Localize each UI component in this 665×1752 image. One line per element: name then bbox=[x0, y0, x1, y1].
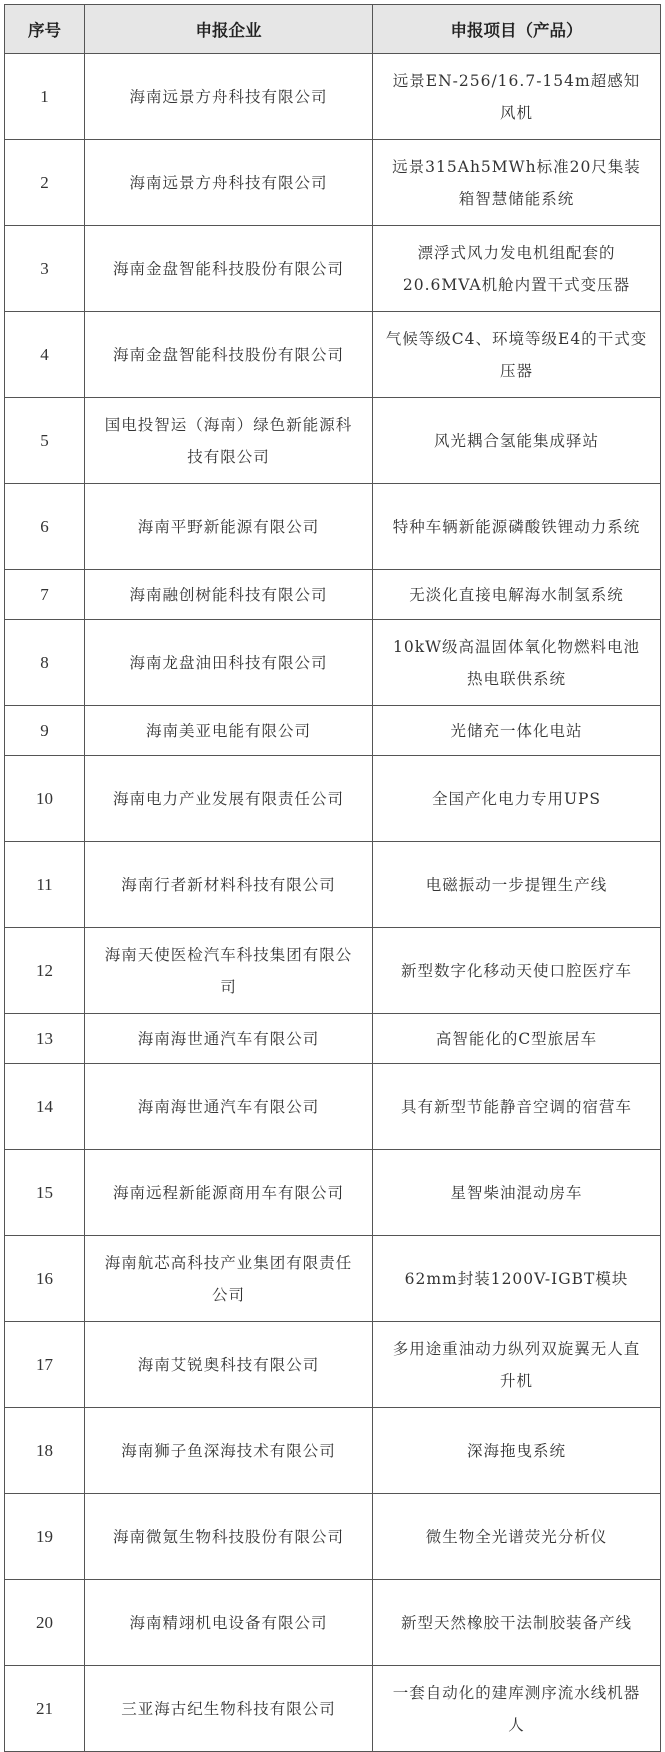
product-text: 新型天然橡胶干法制胶装备产线 bbox=[400, 1613, 632, 1632]
product-cell bbox=[373, 928, 661, 1014]
product-cell bbox=[373, 140, 661, 226]
enterprise-text: 国电投智运（海南）绿色新能源科技有限公司 bbox=[104, 415, 353, 466]
serial-number-cell: 2 bbox=[5, 140, 85, 226]
enterprise-cell bbox=[85, 54, 373, 140]
product-text: 具有新型节能静音空调的宿营车 bbox=[400, 1097, 632, 1116]
table-row bbox=[5, 1064, 661, 1150]
header-row bbox=[5, 5, 661, 54]
enterprise-text: 海南艾锐奥科技有限公司 bbox=[137, 1355, 320, 1374]
serial-number-cell: 14 bbox=[5, 1064, 85, 1150]
product-cell bbox=[373, 1494, 661, 1580]
product-text: 风光耦合氢能集成驿站 bbox=[433, 431, 599, 450]
serial-number-cell: 8 bbox=[5, 620, 85, 706]
product-text: 无淡化直接电解海水制氢系统 bbox=[409, 585, 624, 604]
serial-number-cell: 4 bbox=[5, 312, 85, 398]
enterprise-text: 海南微氪生物科技股份有限公司 bbox=[112, 1527, 344, 1546]
enterprise-text: 海南航芯高科技产业集团有限责任公司 bbox=[104, 1253, 353, 1304]
enterprise-cell bbox=[85, 1014, 373, 1064]
product-text: 高智能化的C型旅居车 bbox=[435, 1029, 598, 1048]
product-text: 一套自动化的建库测序流水线机器人 bbox=[392, 1683, 641, 1734]
serial-number-cell: 10 bbox=[5, 756, 85, 842]
serial-number-cell: 3 bbox=[5, 226, 85, 312]
table-row bbox=[5, 54, 661, 140]
product-text: 62mm封装1200V-IGBT模块 bbox=[404, 1269, 629, 1288]
serial-number-cell: 9 bbox=[5, 706, 85, 756]
table-row bbox=[5, 1322, 661, 1408]
enterprise-cell bbox=[85, 620, 373, 706]
table-row bbox=[5, 1408, 661, 1494]
product-cell bbox=[373, 1666, 661, 1752]
enterprise-text: 海南金盘智能科技股份有限公司 bbox=[112, 345, 344, 364]
serial-number-cell: 20 bbox=[5, 1580, 85, 1666]
table-row bbox=[5, 570, 661, 620]
enterprise-cell bbox=[85, 1322, 373, 1408]
serial-number-cell: 13 bbox=[5, 1014, 85, 1064]
table-row bbox=[5, 484, 661, 570]
product-cell bbox=[373, 398, 661, 484]
header-product: 申报项目（产品） bbox=[373, 5, 661, 54]
serial-number-cell: 7 bbox=[5, 570, 85, 620]
product-text: 多用途重油动力纵列双旋翼无人直升机 bbox=[392, 1339, 641, 1390]
product-cell bbox=[373, 54, 661, 140]
table-row bbox=[5, 756, 661, 842]
enterprise-cell bbox=[85, 1236, 373, 1322]
header-serial-number: 序号 bbox=[5, 5, 85, 54]
table-row bbox=[5, 1014, 661, 1064]
table-body bbox=[5, 54, 661, 1752]
product-text: 深海拖曳系统 bbox=[466, 1441, 566, 1460]
product-cell bbox=[373, 620, 661, 706]
enterprise-text: 海南美亚电能有限公司 bbox=[145, 721, 311, 740]
product-text: 微生物全光谱荧光分析仪 bbox=[425, 1527, 608, 1546]
enterprise-text: 海南海世通汽车有限公司 bbox=[137, 1097, 320, 1116]
enterprise-cell bbox=[85, 842, 373, 928]
enterprise-text: 海南平野新能源有限公司 bbox=[137, 517, 320, 536]
table-row bbox=[5, 226, 661, 312]
product-text: 光储充一体化电站 bbox=[450, 721, 583, 740]
product-cell bbox=[373, 570, 661, 620]
enterprise-cell bbox=[85, 398, 373, 484]
product-cell bbox=[373, 312, 661, 398]
product-cell bbox=[373, 1322, 661, 1408]
product-cell bbox=[373, 842, 661, 928]
enterprise-text: 海南海世通汽车有限公司 bbox=[137, 1029, 320, 1048]
enterprise-text: 海南远程新能源商用车有限公司 bbox=[112, 1183, 344, 1202]
header-enterprise: 申报企业 bbox=[85, 5, 373, 54]
table-row bbox=[5, 1150, 661, 1236]
table-row bbox=[5, 1494, 661, 1580]
enterprise-cell bbox=[85, 706, 373, 756]
enterprise-cell bbox=[85, 140, 373, 226]
product-text: 新型数字化移动天使口腔医疗车 bbox=[400, 961, 632, 980]
enterprise-cell bbox=[85, 570, 373, 620]
serial-number-cell: 11 bbox=[5, 842, 85, 928]
application-list-table bbox=[4, 4, 661, 1752]
serial-number-cell: 12 bbox=[5, 928, 85, 1014]
enterprise-cell bbox=[85, 226, 373, 312]
product-cell bbox=[373, 1236, 661, 1322]
serial-number-cell: 21 bbox=[5, 1666, 85, 1752]
serial-number-cell: 1 bbox=[5, 54, 85, 140]
product-cell bbox=[373, 1150, 661, 1236]
table-row bbox=[5, 1580, 661, 1666]
product-text: 气候等级C4、环境等级E4的干式变压器 bbox=[385, 329, 648, 380]
product-text: 远景315Ah5MWh标准20尺集装箱智慧储能系统 bbox=[392, 157, 641, 208]
serial-number-cell: 16 bbox=[5, 1236, 85, 1322]
enterprise-cell bbox=[85, 312, 373, 398]
enterprise-text: 海南狮子鱼深海技术有限公司 bbox=[121, 1441, 336, 1460]
product-text: 电磁振动一步提锂生产线 bbox=[425, 875, 608, 894]
product-text: 星智柴油混动房车 bbox=[450, 1183, 583, 1202]
enterprise-text: 海南天使医检汽车科技集团有限公司 bbox=[104, 945, 353, 996]
table-row bbox=[5, 140, 661, 226]
product-text: 特种车辆新能源磷酸铁锂动力系统 bbox=[392, 517, 641, 536]
enterprise-cell bbox=[85, 1150, 373, 1236]
product-text: 10kW级高温固体氧化物燃料电池热电联供系统 bbox=[392, 637, 641, 688]
enterprise-cell bbox=[85, 1064, 373, 1150]
enterprise-text: 海南龙盘油田科技有限公司 bbox=[129, 653, 328, 672]
table-header bbox=[5, 5, 661, 54]
serial-number-cell: 15 bbox=[5, 1150, 85, 1236]
product-cell bbox=[373, 226, 661, 312]
enterprise-text: 海南融创树能科技有限公司 bbox=[129, 585, 328, 604]
product-text: 远景EN-256/16.7-154m超感知风机 bbox=[392, 71, 641, 122]
product-text: 漂浮式风力发电机组配套的20.6MVA机舱内置干式变压器 bbox=[402, 243, 631, 294]
enterprise-text: 海南行者新材料科技有限公司 bbox=[121, 875, 336, 894]
table-row bbox=[5, 398, 661, 484]
serial-number-cell: 18 bbox=[5, 1408, 85, 1494]
product-cell bbox=[373, 706, 661, 756]
enterprise-text: 三亚海古纪生物科技有限公司 bbox=[121, 1699, 336, 1718]
table-row bbox=[5, 312, 661, 398]
enterprise-text: 海南电力产业发展有限责任公司 bbox=[112, 789, 344, 808]
table-row bbox=[5, 928, 661, 1014]
serial-number-cell: 17 bbox=[5, 1322, 85, 1408]
table-row bbox=[5, 706, 661, 756]
enterprise-text: 海南金盘智能科技股份有限公司 bbox=[112, 259, 344, 278]
product-cell bbox=[373, 1014, 661, 1064]
serial-number-cell: 6 bbox=[5, 484, 85, 570]
table-row bbox=[5, 842, 661, 928]
enterprise-cell bbox=[85, 1408, 373, 1494]
enterprise-cell bbox=[85, 928, 373, 1014]
table-row bbox=[5, 1236, 661, 1322]
enterprise-cell bbox=[85, 756, 373, 842]
product-cell bbox=[373, 1064, 661, 1150]
product-cell bbox=[373, 1580, 661, 1666]
product-text: 全国产化电力专用UPS bbox=[431, 789, 602, 808]
serial-number-cell: 19 bbox=[5, 1494, 85, 1580]
enterprise-cell bbox=[85, 484, 373, 570]
table-row bbox=[5, 1666, 661, 1752]
enterprise-text: 海南远景方舟科技有限公司 bbox=[129, 87, 328, 106]
enterprise-cell bbox=[85, 1494, 373, 1580]
enterprise-text: 海南远景方舟科技有限公司 bbox=[129, 173, 328, 192]
table-row bbox=[5, 620, 661, 706]
product-cell bbox=[373, 484, 661, 570]
product-cell bbox=[373, 756, 661, 842]
serial-number-cell: 5 bbox=[5, 398, 85, 484]
enterprise-text: 海南精翊机电设备有限公司 bbox=[129, 1613, 328, 1632]
enterprise-cell bbox=[85, 1666, 373, 1752]
enterprise-cell bbox=[85, 1580, 373, 1666]
product-cell bbox=[373, 1408, 661, 1494]
